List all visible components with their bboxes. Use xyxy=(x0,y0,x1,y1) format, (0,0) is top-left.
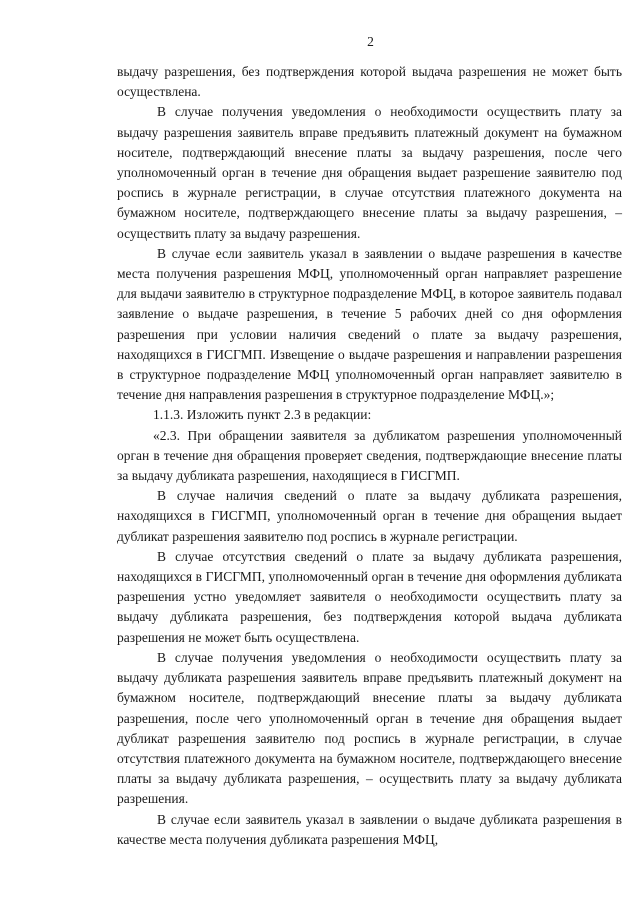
paragraph-clause-2-3: «2.3. При обращении заявителя за дубликатом разрешения уполномоченный орган в течение дня обращения проверяет сведения, подтверждающие внесение платы за выдачу дубликата разрешения, находящиеся в ГИСГМП. xyxy=(117,427,622,484)
paragraph-duplicate-payment-missing: В случае отсутствия сведений о плате за выдачу дубликата разрешения, находящихся в ГИСГМП, уполномоченный орган в течение дня оформления дубликата разрешения устно уведомляет заявителя о необходимости осуществить плату за выдачу дубликата разрешения, без подтверждения которой выдача дубликата разрешения не может быть осуществлена. xyxy=(117,548,622,645)
paragraph-continuation: выдачу разрешения, без подтверждения которой выдача разрешения не может быть осуществлена. xyxy=(117,64,622,100)
paragraph-clause-1-1-3: 1.1.3. Изложить пункт 2.3 в редакции: xyxy=(153,407,372,423)
paragraph-duplicate-mfc: В случае если заявитель указал в заявлении о выдаче дубликата разрешения в качестве места получения дубликата разрешения МФЦ, xyxy=(117,811,622,847)
paragraph-payment-notice: В случае получения уведомления о необходимости осуществить плату за выдачу разрешения заявитель вправе предъявить платежный документ на бумажном носителе, подтверждающий внесение платы за выдачу разрешения, после чего уполномоченный орган в течение дня обращения выдает разрешение заявителю под роспись в журнале регистрации, в случае отсутствия платежного документа на бумажном носителе, подтверждающего внесение платы за выдачу разрешения, – осуществить плату за выдачу разрешения. xyxy=(117,104,622,241)
paragraph-mfc-delivery: В случае если заявитель указал в заявлении о выдаче разрешения в качестве места получения разрешения МФЦ, уполномоченный орган направляет разрешение для выдачи заявителю в структурное подразделение МФЦ, в которое заявитель подавал заявление о выдаче разрешения, в течение 5 рабочих дней со дня оформления разрешения при условии наличия сведений о плате за выдачу разрешения, находящихся в ГИСГМП. Извещение о выдаче разрешения и направлении разрешения в структурное подразделение МФЦ уполномоченный орган направляет заявителю в течение дня направления разрешения в структурное подразделение МФЦ.»; xyxy=(117,245,622,403)
paragraph-duplicate-payment-notice: В случае получения уведомления о необходимости осуществить плату за выдачу дубликата разрешения заявитель вправе предъявить платежный документ на бумажном носителе, подтверждающий внесение платы за выдачу дубликата разрешения, после чего уполномоченный орган в течение дня обращения выдает дубликат разрешения заявителю под роспись в журнале регистрации, в случае отсутствия платежного документа на бумажном носителе, подтверждающего внесение платы за выдачу дубликата разрешения, – осуществить плату за выдачу дубликата разрешения. xyxy=(117,649,622,807)
paragraph-duplicate-payment-found: В случае наличия сведений о плате за выдачу дубликата разрешения, находящихся в ГИСГМП, уполномоченный орган в течение дня обращения выдает дубликат разрешения заявителю под роспись в журнале регистрации. xyxy=(117,488,622,544)
page-number: 2 xyxy=(367,34,374,49)
